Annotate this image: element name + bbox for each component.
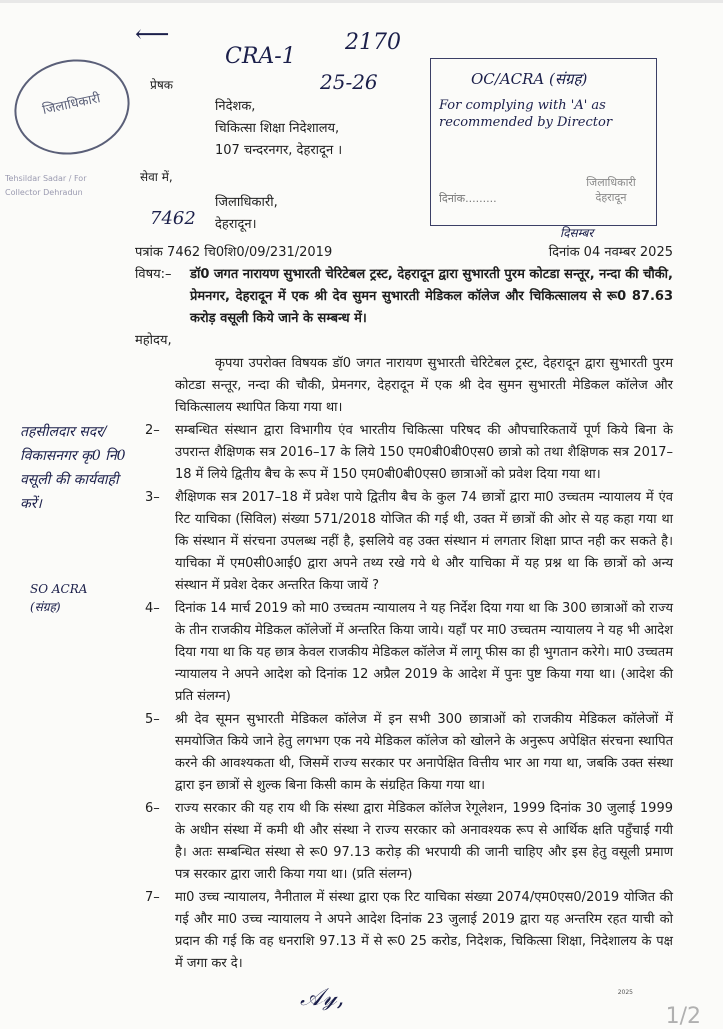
paragraph-number: 7– [145,890,160,905]
signature-area [135,983,673,1029]
paragraph-number [135,353,175,419]
handwritten-arrow: ⟵ [135,20,170,48]
paragraph-number: 4– [145,601,160,616]
page-indicator: 1/2 [665,1004,701,1029]
paragraph-number: 5– [145,712,160,727]
handwritten-margin-note-2: SO ACRA (संग्रह) [30,582,88,614]
handwritten-month: दिसम्बर [560,226,594,240]
sender-line: 107 चन्दरनगर, देहरादून । [215,143,343,158]
paragraph-4: 4– दिनांक 14 मार्च 2019 को मा0 उच्चतम न्यायालय ने यह निर्देश दिया गया था कि 300 छात्राओं को राज्य के तीन राजकीय मेडिकल कॉलेजों में अन्तरित किया जाये। यहाँ पर मा0 उच्चतम न्यायालय ने यह भी आदेश दिया गया था कि यह छात्र केवल राजकीय मेडिकल कॉलेज में लागू फीस का ही भुगतान करेगे। मा0 उच्चतम न्यायालय ने अपने आदेश को दिनांक 12 अप्रैल 2019 के आदेश में पुनः पुष्ट किया गया था। (आदेश की प्रति संलग्न) [135,598,673,708]
paragraph-number: 6– [145,801,160,816]
reference-row [135,242,673,264]
endorsement-box: OC/ACRA (संग्रह) For complying with 'A' as recommended by Director दिनांक......... जिलाधिकारी देहरादून [430,58,657,226]
handwritten-inward-no: 2170 [345,30,401,55]
handwritten-cra-year: 25-26 [320,70,378,94]
paragraph-number: 3– [145,490,160,505]
handwritten-signature: 𝒜𝓎, [300,983,345,1011]
handwritten-margin-note: तहसीलदार सदर/विकासनगर कृ0 नि0 वसूली की कार्यवाही करें। [20,424,126,512]
subject-label: विषय:– [135,267,172,282]
sender-label: प्रेषक [150,78,173,92]
handwritten-cra: CRA-1 [225,44,296,69]
round-office-stamp: जिलाधिकारी [5,49,138,165]
letter-number: पत्रांक 7462 चि0शि0/09/231/2019 [135,245,333,260]
paragraph-6: 6– राज्य सरकार की यह राय थी कि संस्था द्वारा मेडिकल कॉलेज रेगूलेशन, 1999 दिनांक 30 जुलाई 1999 के अधीन संस्था में कमी थी और संस्था ने राज्य सरकार को अनावश्यक रूप से आर्थिक क्षति पहुँचाई गयी है। अतः सम्बन्धित संस्था से रू0 97.13 करोड़ की भरपायी की जानी चाहिए और इस हेतु वसूली प्रमाण पत्र सरकार द्वारा जारी किया गया था। (प्रति संलग्न) [135,798,673,886]
letter-body [135,0,673,1029]
recipient-line: देहरादून। [215,217,257,232]
recipient-label: सेवा में, [140,170,173,184]
handwritten-dispatch-no: 7462 [150,208,196,229]
sender-line: चिकित्सा शिक्षा निदेशालय, [215,121,340,136]
subject-text: डॉ0 जगत नारायण सुभारती चेरिटेबल ट्रस्ट, देहरादून द्वारा सुभारती पुरम कोटडा सन्तूर, नन्दा की चौकी, प्रेमनगर, देहरादून में एक श्री देव सुमन सुभारती मेडिकल कॉलेज और चिकित्सालय से रू0 87.63 करोड़ वसूली किये जाने के सम्बन्ध में। [190,267,673,326]
footer-small-text: 2025 [617,989,633,996]
paragraph-2: 2– सम्बन्धित संस्थान द्वारा विभागीय एंव भारतीय चिकित्सा परिषद की औपचारिकतायें पूर्ण किये बिना के उपरान्त शैक्षिणक सत्र 2016–17 के लिये 150 एम0बी0बी0एस0 छात्रो को तथा शैक्षिणक सत्र 2017–18 में लिये द्वितीय बैच के रूप में 150 एम0बी0बी0एस0 छात्राओं को प्रवेश दिया गया था। [135,420,673,486]
letter-date: दिनांक 04 नवम्बर 2025 [548,245,673,260]
paragraph-number: 2– [145,423,160,438]
paragraph-3: 3– शैक्षिणक सत्र 2017–18 में प्रवेश पाये द्वितीय बैच के कुल 74 छात्रों द्वारा मा0 उच्चतम न्यायालय में एंव रिट याचिका (सिविल) संख्या 571/2018 योजित की गई थी, उक्त में छात्रों की ओर से यह कहा गया था कि संस्थान में संरचना उपलब्ध नहीं है, इसलिये वह उक्त संस्थान मं लगतार शिक्षा प्राप्त नही कर सकते है। याचिका में एम0सी0आई0 द्वारा अपने तथ्य रखे गये थे और याचिका में यह प्रश्न था कि छात्रों को अन्य संस्थान में प्रवेश देकर अन्तरित किया जायें ? [135,487,673,597]
salutation: महोदय, [135,333,172,348]
paragraph-5: 5– श्री देव सूमन सुभारती मेडिकल कॉलेज में इन सभी 300 छात्राओं को राजकीय मेडिकल कॉलेजों में समयोजित किये जाने हेतु लगभग एक नये मेडिकल कॉलेज को खोलने के अनुरूप अपेक्षित संरचना स्थापित करने की आवश्यकता थी, जिसमें राज्य सरकार पर अनापेक्षित वित्तीय भार आ गया था, जबकि उक्त संस्था द्वारा इन छात्रों से शुल्क बिना किसी काम के संग्रहित किया गया था। [135,709,673,797]
sender-line: निदेशक, [215,99,256,114]
paragraph-7: 7– मा0 उच्च न्यायालय, नैनीताल में संस्था द्वारा एक रिट याचिका संख्या 2074/एम0एस0/2019 योजित की गई और मा0 उच्च न्यायालय ने अपने आदेश दिनांक 23 जुलाई 2019 द्वारा यह अन्तरिम रहत याची को प्रदान की गई कि वह धनराशि 97.13 में से रू0 25 करोड, निदेशक, चिकित्सा शिक्षा, निदेशालय के पक्ष में जगा कर दे। [135,887,673,975]
paragraph-1: कृपया उपरोक्त विषयक डॉ0 जगत नारायण सुभारती चेरिटेबल ट्रस्ट, देहरादून द्वारा सुभारती पुरम कोटडा सन्तूर, नन्दा की चौकी, प्रेमनगर, देहरादून में एक श्री देव सुमन सुभारती मेडिकल कॉलेज और चिकित्सालय स्थापित किया गया था। [135,353,673,419]
recipient-line: जिलाधिकारी, [215,195,278,210]
subject-row [135,264,673,330]
left-stamp-text: Tehsildar Sadar / For Collector Dehradun [5,174,87,197]
